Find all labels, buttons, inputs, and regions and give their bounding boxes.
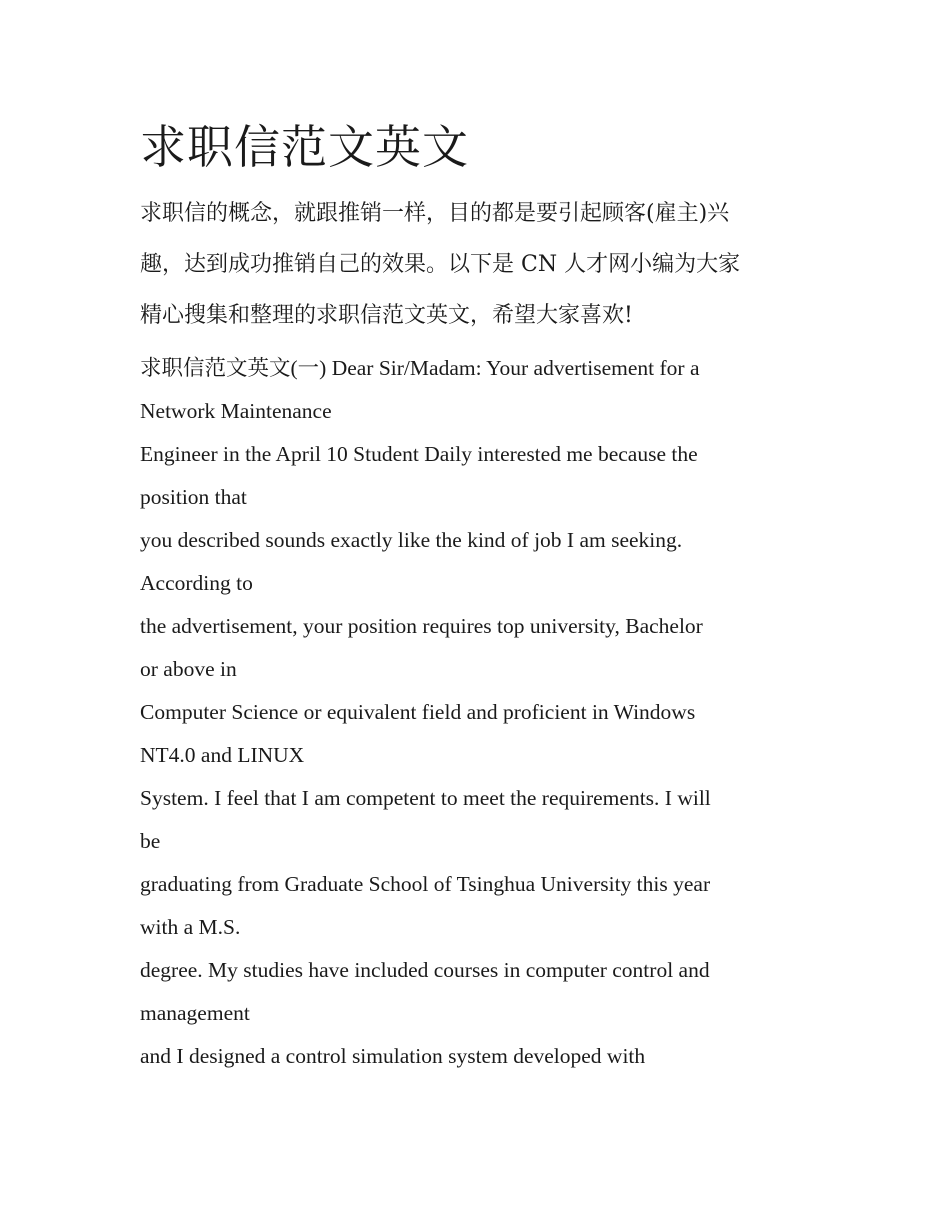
letter-line: According to — [140, 571, 253, 595]
letter-line: with a M.S. — [140, 915, 241, 939]
letter-line: be — [140, 829, 161, 853]
intro-line: 求职信的概念，就跟推销一样，目的都是要引起顾客(雇主)兴 — [140, 201, 730, 226]
letter-line: and I designed a control simulation system developed with — [140, 1044, 646, 1068]
intro-line: 精心搜集和整理的求职信范文英文，希望大家喜欢! — [140, 303, 633, 328]
document-page — [140, 110, 820, 1078]
document-title: 求职信范文英文 — [140, 120, 469, 174]
letter-line: management — [140, 1001, 250, 1025]
letter-line: degree. My studies have included courses in computer control and — [140, 958, 710, 982]
letter-line: the advertisement, your position requires top university, Bachelor — [140, 614, 703, 638]
letter-line: Computer Science or equivalent field and proficient in Windows — [140, 700, 696, 724]
letter-line: position that — [140, 485, 247, 509]
letter-line: 求职信范文英文(一) Dear Sir/Madam: Your advertisement for a — [140, 356, 700, 380]
letter-line: Network Maintenance — [140, 399, 332, 423]
intro-line: 趣，达到成功推销自己的效果。以下是 CN 人才网小编为大家 — [140, 252, 741, 277]
letter-line: or above in — [140, 657, 237, 681]
intro-paragraph — [140, 188, 820, 341]
letter-line: System. I feel that I am competent to meet the requirements. I will — [140, 786, 711, 810]
letter-line: NT4.0 and LINUX — [140, 743, 305, 767]
letter-line: Engineer in the April 10 Student Daily interested me because the — [140, 442, 698, 466]
letter-body — [140, 347, 820, 1078]
letter-line: you described sounds exactly like the kind of job I am seeking. — [140, 528, 683, 552]
letter-line: graduating from Graduate School of Tsinghua University this year — [140, 872, 711, 896]
